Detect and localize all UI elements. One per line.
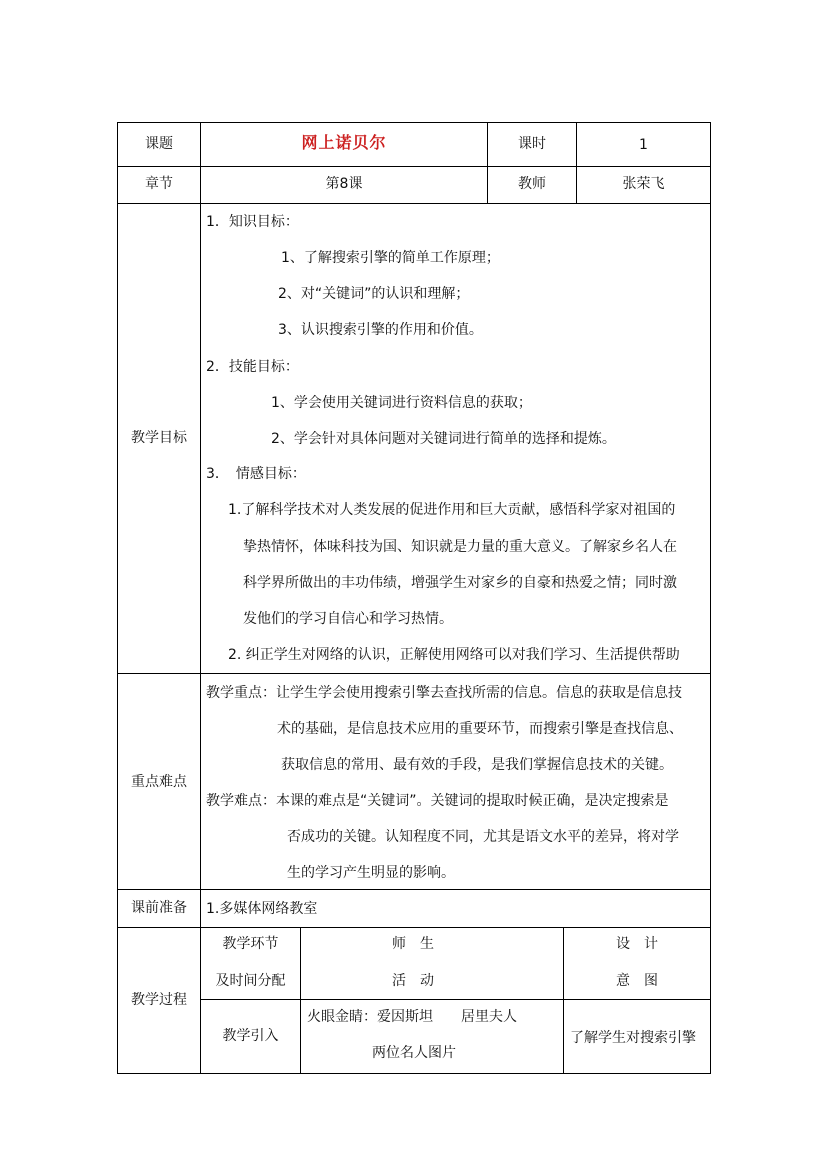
keypoints-label: 重点难点 [131,774,187,790]
activity-header: 活 动 [392,973,434,989]
period-value: 1 [639,137,648,153]
activity-cell: 两位名人图片 [372,1045,456,1061]
objective-paragraph-line: 1.了解科学技术对人类发展的促进作用和巨大贡献，感悟科学家对祖国的 [228,502,676,518]
stage-cell: 教学引入 [222,1028,279,1044]
preparation-value: 1.多媒体网络教室 [206,901,318,917]
keypoint-line: 获取信息的常用、最有效的手段，是我们掌握信息技术的关键。 [281,757,673,773]
objective-item: 2、对“关键词”的认识和理解； [278,286,470,302]
objective-paragraph-line: 发他们的学习自信心和学习热情。 [243,611,453,627]
difficulty-line: 生的学习产生明显的影响。 [287,865,455,881]
objective-paragraph-line: 挚热情怀，体味科技为国、知识就是力量的重大意义。了解家乡名人在 [243,539,677,555]
teacher-label: 教师 [518,176,546,192]
objective-item: 2、学会针对具体问题对关键词进行简单的选择和提炼。 [271,431,616,447]
objective-item: 3、认识搜索引擎的作用和价值。 [278,322,483,338]
keypoint-line: 教学重点：让学生学会使用搜索引擎去查找所需的信息。信息的获取是信息技 [206,685,682,701]
objective-heading-knowledge: 1．知识目标： [206,214,299,230]
objective-heading-emotion: 3． 情感目标： [206,466,306,482]
stage-header: 教学环节 [222,936,279,952]
keypoint-line: 术的基础，是信息技术应用的重要环节，而搜索引擎是查找信息、 [277,721,683,737]
intent-header: 意 图 [616,973,658,989]
intent-header: 设 计 [616,936,658,952]
difficulty-line: 教学难点：本课的难点是“关键词”。关键词的提取时候正确，是决定搜索是 [206,793,669,809]
intent-cell: 了解学生对搜索引擎 [570,1030,696,1046]
teacher-value: 张荣飞 [622,176,665,192]
preparation-label: 课前准备 [131,900,187,916]
objective-paragraph-line: 科学界所做出的丰功伟绩，增强学生对家乡的自豪和热爱之情；同时激 [243,575,677,591]
period-label: 课时 [518,136,546,152]
difficulty-line: 否成功的关键。认知程度不同，尤其是语文水平的差异，将对学 [287,829,679,845]
chapter-label: 章节 [145,176,173,192]
objectives-label: 教学目标 [131,430,187,446]
lesson-label: 课题 [145,136,173,152]
objective-item: 1、学会使用关键词进行资料信息的获取； [271,395,532,411]
stage-header: 及时间分配 [215,973,286,989]
objective-paragraph-line: 2. 纠正学生对网络的认识，正解使用网络可以对我们学习、生活提供帮助 [228,647,680,663]
activity-header: 师 生 [392,936,434,952]
objective-heading-skill: 2．技能目标： [206,359,299,375]
lesson-title: 网上诺贝尔 [301,133,387,152]
process-label: 教学过程 [131,992,187,1008]
objective-item: 1、了解搜索引擎的简单工作原理； [281,250,500,266]
chapter-value: 第8课 [325,176,363,192]
activity-cell: 火眼金睛：爱因斯坦 居里夫人 [307,1009,517,1025]
